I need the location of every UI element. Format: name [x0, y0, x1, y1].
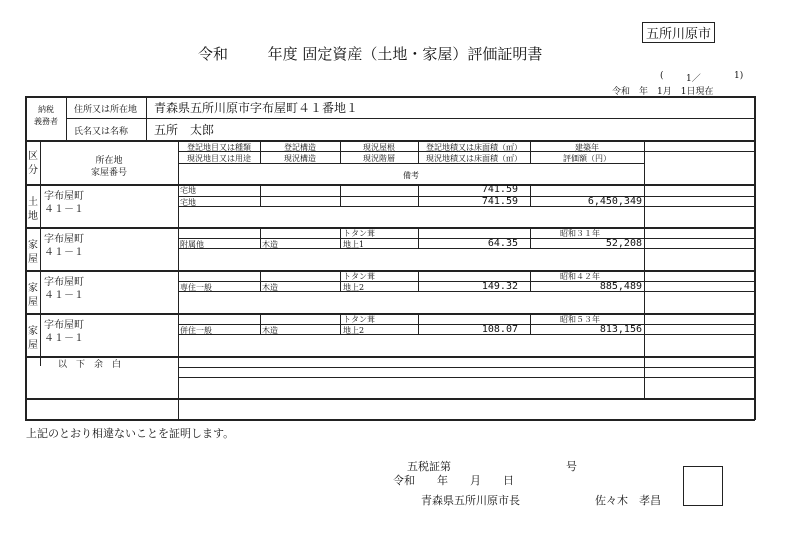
city-name-stamp: 五所川原市 — [642, 22, 715, 43]
as-of-date: 令和 年 1月 1日現在 — [612, 87, 714, 97]
col-reg-structure: 登記構造 — [284, 143, 316, 152]
col-cur-structure: 現況構造 — [284, 154, 316, 163]
col-year: 建築年 — [575, 143, 599, 152]
property-0-value: 6,450,349 — [587, 196, 642, 207]
property-1-cur-kind: 附属他 — [180, 240, 204, 249]
property-0-number: ４１－１ — [44, 204, 84, 215]
property-1-roof: トタン葺 — [343, 229, 375, 238]
property-0-reg-kind: 宅地 — [180, 186, 196, 195]
address-value: 青森県五所川原市字布屋町４１番地１ — [154, 101, 359, 115]
house-number-header: 家屋番号 — [90, 168, 127, 178]
property-3-value: 813,156 — [599, 324, 642, 335]
official-seal-box — [683, 466, 723, 506]
property-0-reg-area: 741.59 — [481, 184, 518, 195]
property-2-number: ４１－１ — [44, 290, 84, 301]
document-title — [198, 43, 542, 64]
property-0-cur-kind: 宅地 — [180, 198, 196, 207]
mayor-name: 佐々木 孝昌 — [595, 494, 661, 507]
col-reg-kind: 登記地目又は種類 — [187, 143, 251, 152]
property-2-value: 885,489 — [599, 281, 642, 292]
col-floors: 現況階層 — [363, 154, 395, 163]
property-2-roof: トタン葺 — [343, 272, 375, 281]
certification-statement: 上記のとおり相違ないことを証明します。 — [26, 427, 235, 440]
property-1-floors: 地上1 — [343, 240, 365, 249]
property-0-kubun: 土 地 — [28, 197, 38, 222]
col-reg-area: 登記地積又は床面積（㎡） — [426, 143, 522, 152]
date-paren-open: ( — [660, 71, 664, 81]
title-text: 年度 固定資産（土地・家屋）評価証明書 — [267, 45, 543, 63]
col-cur-kind: 現況地目又は用途 — [187, 154, 251, 163]
property-1-location: 字布屋町 — [44, 234, 84, 245]
certificate-number-suffix: 号 — [566, 460, 577, 473]
property-3-number: ４１－１ — [44, 333, 84, 344]
property-2-location: 字布屋町 — [44, 277, 84, 288]
property-3-cur-structure: 木造 — [262, 326, 278, 335]
issuer-title: 青森県五所川原市長 — [421, 494, 520, 507]
date-month-hint: 1／ — [686, 74, 701, 84]
name-label: 氏名又は名称 — [74, 127, 129, 137]
date-day-hint: 1) — [734, 71, 744, 81]
kubun-header: 区 分 — [28, 151, 38, 176]
property-1-year: 昭和３１年 — [560, 229, 600, 238]
property-1-number: ４１－１ — [44, 247, 84, 258]
issue-date: 令和 年 月 日 — [393, 474, 514, 487]
property-1-cur-structure: 木造 — [262, 240, 278, 249]
address-label: 住所又は所在地 — [74, 105, 138, 115]
property-3-cur-area: 108.07 — [481, 324, 518, 335]
col-remarks: 備考 — [403, 171, 419, 180]
property-3-cur-kind: 併住一般 — [180, 326, 212, 335]
property-0-cur-area: 741.59 — [481, 196, 518, 207]
title-era: 令和 — [198, 45, 229, 63]
location-header: 所在地 — [95, 156, 123, 166]
property-1-kubun: 家 屋 — [28, 240, 38, 265]
property-2-cur-kind: 専住一般 — [180, 283, 212, 292]
property-3-year: 昭和５３年 — [560, 315, 600, 324]
property-3-floors: 地上2 — [343, 326, 365, 335]
property-2-kubun: 家 屋 — [28, 283, 38, 308]
property-3-location: 字布屋町 — [44, 320, 84, 331]
col-value: 評価額（円） — [563, 154, 611, 163]
property-2-floors: 地上2 — [343, 283, 365, 292]
property-2-cur-structure: 木造 — [262, 283, 278, 292]
property-1-value: 52,208 — [605, 238, 642, 249]
blank-note: 以 下 余 白 — [58, 360, 122, 370]
property-1-cur-area: 64.35 — [487, 238, 518, 249]
certificate-number-prefix: 五税証第 — [407, 460, 451, 473]
property-2-cur-area: 149.32 — [481, 281, 518, 292]
property-0-location: 字布屋町 — [44, 191, 84, 202]
property-3-kubun: 家 屋 — [28, 326, 38, 351]
name-value: 五所 太郎 — [154, 123, 215, 137]
col-cur-area: 現況地積又は床面積（㎡） — [426, 154, 522, 163]
col-roof: 現況屋根 — [363, 143, 395, 152]
taxpayer-label: 納税 義務者 — [34, 105, 58, 126]
property-2-year: 昭和４２年 — [560, 272, 600, 281]
property-3-roof: トタン葺 — [343, 315, 375, 324]
